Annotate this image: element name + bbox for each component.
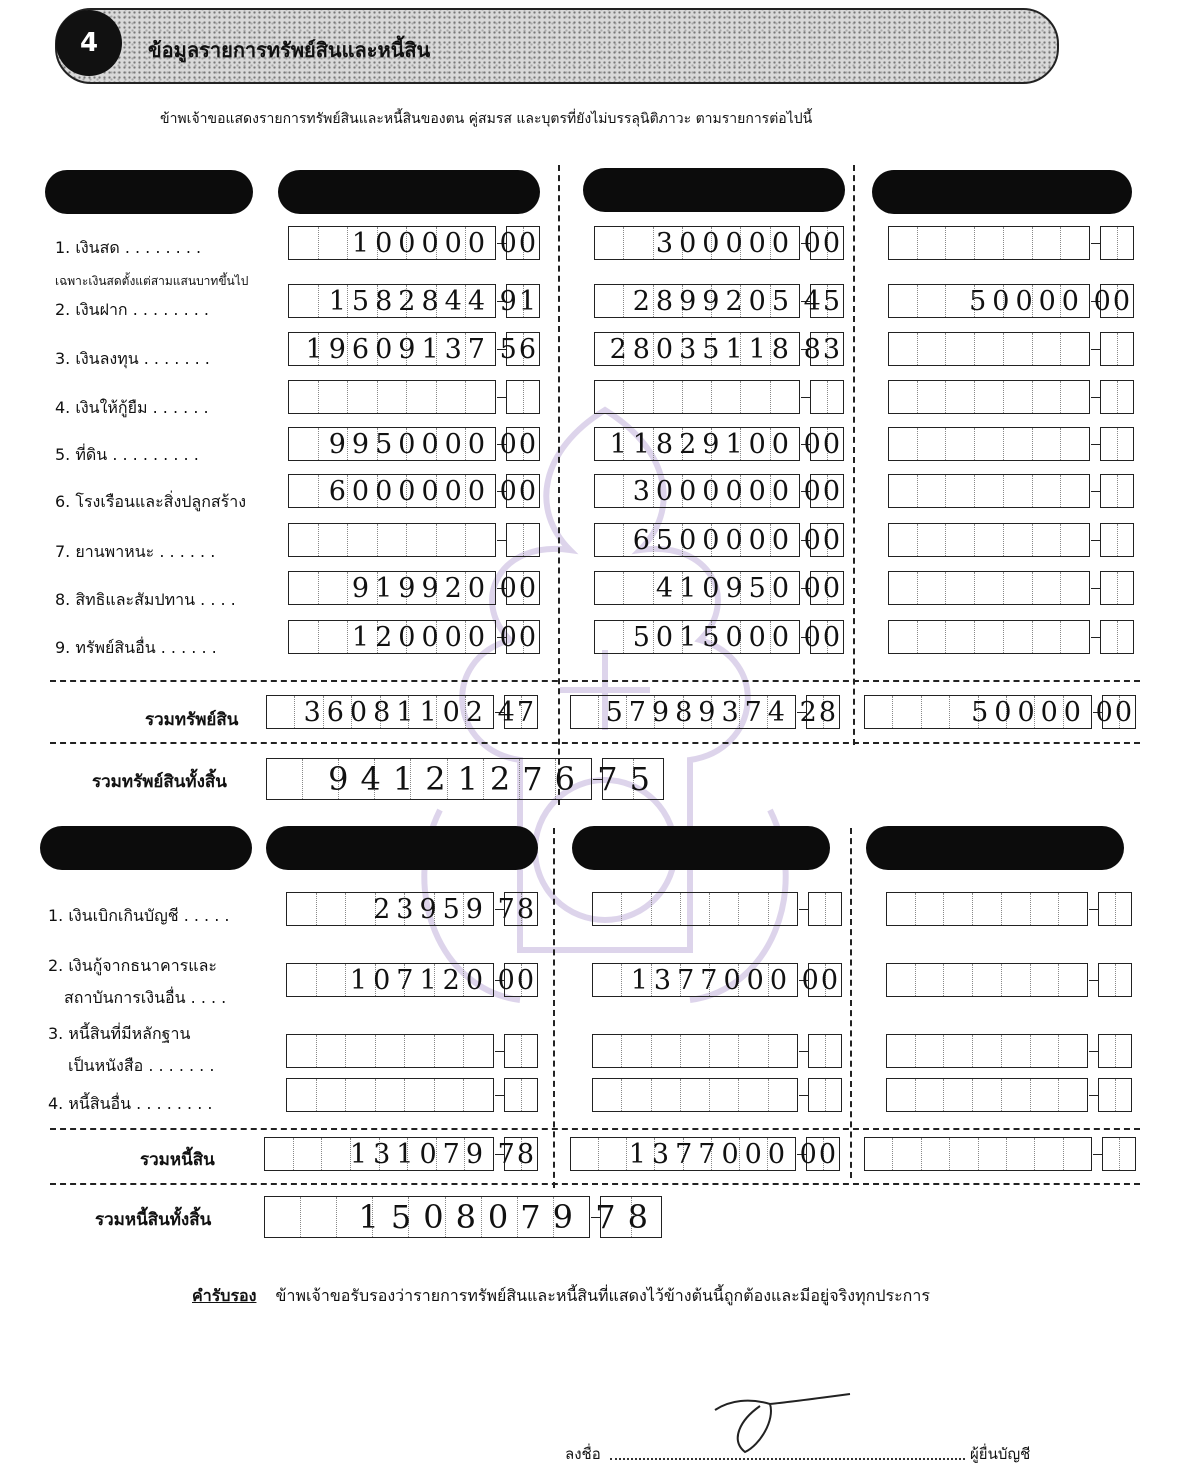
- building-child-amount: [888, 474, 1134, 508]
- asset-row-label: 2. เงินฝาก . . . . . . . .: [55, 300, 209, 319]
- asset-row-label: 6. โรงเรือนและสิ่งปลูกสร้าง: [55, 492, 247, 511]
- column-header-1-redacted: [278, 170, 540, 214]
- documented-debt-child-amount: [886, 1034, 1132, 1068]
- other-asset-self-amount: 120000 00: [288, 620, 540, 654]
- overdraft-spouse-amount: [592, 892, 842, 926]
- bank-loan-child-amount: [886, 963, 1132, 997]
- asset-row-label: 7. ยานพาหนะ . . . . . .: [55, 542, 216, 561]
- other-debt-child-amount: [886, 1078, 1132, 1112]
- asset-row-label: 1. เงินสด . . . . . . . .: [55, 238, 202, 257]
- assets-header-redacted: [45, 170, 253, 214]
- column-divider: [558, 165, 560, 805]
- asset-total-spouse: 57989374 28: [570, 695, 840, 729]
- rights-child-amount: [888, 571, 1134, 605]
- certification-label: คำรับรอง: [192, 1286, 257, 1305]
- signature-label: ลงชื่อ: [565, 1445, 601, 1463]
- asset-row-label: 5. ที่ดิน . . . . . . . . .: [55, 445, 199, 464]
- section-divider: [50, 1183, 1140, 1185]
- liability-row-label-cont: เป็นหนังสือ . . . . . . .: [68, 1056, 215, 1075]
- vehicle-spouse-amount: 6500000 00: [594, 523, 844, 557]
- other-debt-spouse-amount: [592, 1078, 842, 1112]
- building-spouse-amount: 3000000 00: [594, 474, 844, 508]
- land-spouse-amount: 11829100 00: [594, 427, 844, 461]
- vehicle-child-amount: [888, 523, 1134, 557]
- asset-row-label: 3. เงินลงทุน . . . . . . .: [55, 349, 210, 368]
- asset-grand-total: 94121276 75: [266, 758, 664, 800]
- liab-column-header-2-redacted: [572, 826, 830, 870]
- liability-row-label: 3. หนี้สินที่มีหลักฐาน: [48, 1024, 191, 1043]
- loan-given-child-amount: [888, 380, 1134, 414]
- asset-row-label: 4. เงินให้กู้ยืม . . . . . .: [55, 398, 209, 417]
- section-divider: [50, 742, 1140, 744]
- liab-column-header-1-redacted: [266, 826, 538, 870]
- liability-total-self: 131079 78: [264, 1137, 538, 1171]
- liability-total-spouse: 1377000 00: [570, 1137, 840, 1171]
- other-debt-self-amount: [286, 1078, 538, 1112]
- asset-grand-total-label: รวมทรัพย์สินทั้งสิ้น: [92, 772, 227, 792]
- column-header-2-redacted: [583, 168, 845, 212]
- asset-row-label: 8. สิทธิและสัมปทาน . . . .: [55, 590, 236, 609]
- loan-given-self-amount: [288, 380, 540, 414]
- asset-total-child: 50000 00: [864, 695, 1136, 729]
- overdraft-child-amount: [886, 892, 1132, 926]
- investment-spouse-amount: 28035118 83: [594, 332, 844, 366]
- deposit-spouse-amount: 2899205 45: [594, 284, 844, 318]
- investment-child-amount: [888, 332, 1134, 366]
- deposit-child-amount: 50000 00: [888, 284, 1134, 318]
- certification-text: ข้าพเจ้าขอรับรองว่ารายการทรัพย์สินและหนี้สินที่แสดงไว้ข้างต้นนี้ถูกต้องและมีอยู่จริงทุกประการ: [275, 1286, 930, 1305]
- asset-total-self: 36081102 47: [266, 695, 538, 729]
- intro-text: ข้าพเจ้าขอแสดงรายการทรัพย์สินและหนี้สินของตน คู่สมรส และบุตรที่ยังไม่บรรลุนิติภาวะ ตามรายการต่อไปนี้: [160, 111, 813, 127]
- bank-loan-spouse-amount: 1377000 00: [592, 963, 842, 997]
- cash-child-amount: [888, 226, 1134, 260]
- rights-spouse-amount: 410950 00: [594, 571, 844, 605]
- section-title: ข้อมูลรายการทรัพย์สินและหนี้สิน: [148, 38, 431, 62]
- liability-row-label: 2. เงินกู้จากธนาคารและ: [48, 956, 217, 975]
- overdraft-self-amount: 23959 78: [286, 892, 538, 926]
- cash-spouse-amount: 300000 00: [594, 226, 844, 260]
- rights-self-amount: 919920 00: [288, 571, 540, 605]
- signature-line: [610, 1458, 965, 1460]
- vehicle-self-amount: [288, 523, 540, 557]
- other-asset-spouse-amount: 5015000 00: [594, 620, 844, 654]
- other-asset-child-amount: [888, 620, 1134, 654]
- signer-role: ผู้ยื่นบัญชี: [970, 1445, 1031, 1463]
- liability-row-label-cont: สถาบันการเงินอื่น . . . .: [64, 988, 227, 1007]
- bank-loan-self-amount: 107120 00: [286, 963, 538, 997]
- building-self-amount: 6000000 00: [288, 474, 540, 508]
- column-divider: [850, 828, 852, 1178]
- documented-debt-spouse-amount: [592, 1034, 842, 1068]
- liabilities-header-redacted: [40, 826, 252, 870]
- section-divider: [50, 680, 1140, 682]
- column-divider: [853, 165, 855, 745]
- land-self-amount: 9950000 00: [288, 427, 540, 461]
- liab-column-header-3-redacted: [866, 826, 1124, 870]
- loan-given-spouse-amount: [594, 380, 844, 414]
- asset-row-label: 9. ทรัพย์สินอื่น . . . . . .: [55, 638, 217, 657]
- documented-debt-self-amount: [286, 1034, 538, 1068]
- investment-self-amount: 19609137 56: [288, 332, 540, 366]
- certification-statement: [192, 1284, 930, 1309]
- land-child-amount: [888, 427, 1134, 461]
- section-divider: [50, 1128, 1140, 1130]
- deposit-self-amount: 1582844 91: [288, 284, 540, 318]
- column-divider: [553, 828, 555, 1188]
- column-header-3-redacted: [872, 170, 1132, 214]
- liability-row-label: 1. เงินเบิกเกินบัญชี . . . . .: [48, 906, 230, 925]
- cash-self-amount: 100000 00: [288, 226, 540, 260]
- section-number-badge: 4: [56, 10, 122, 76]
- liability-grand-total-label: รวมหนี้สินทั้งสิ้น: [95, 1210, 212, 1230]
- handwritten-signature: [700, 1390, 860, 1460]
- liability-grand-total: 1508079 78: [264, 1196, 662, 1238]
- liability-row-label: 4. หนี้สินอื่น . . . . . . . .: [48, 1094, 213, 1113]
- liability-total-child: [864, 1137, 1136, 1171]
- liability-total-label: รวมหนี้สิน: [140, 1150, 215, 1170]
- asset-total-label: รวมทรัพย์สิน: [145, 710, 239, 730]
- cash-note: เฉพาะเงินสดตั้งแต่สามแสนบาทขึ้นไป: [55, 274, 249, 288]
